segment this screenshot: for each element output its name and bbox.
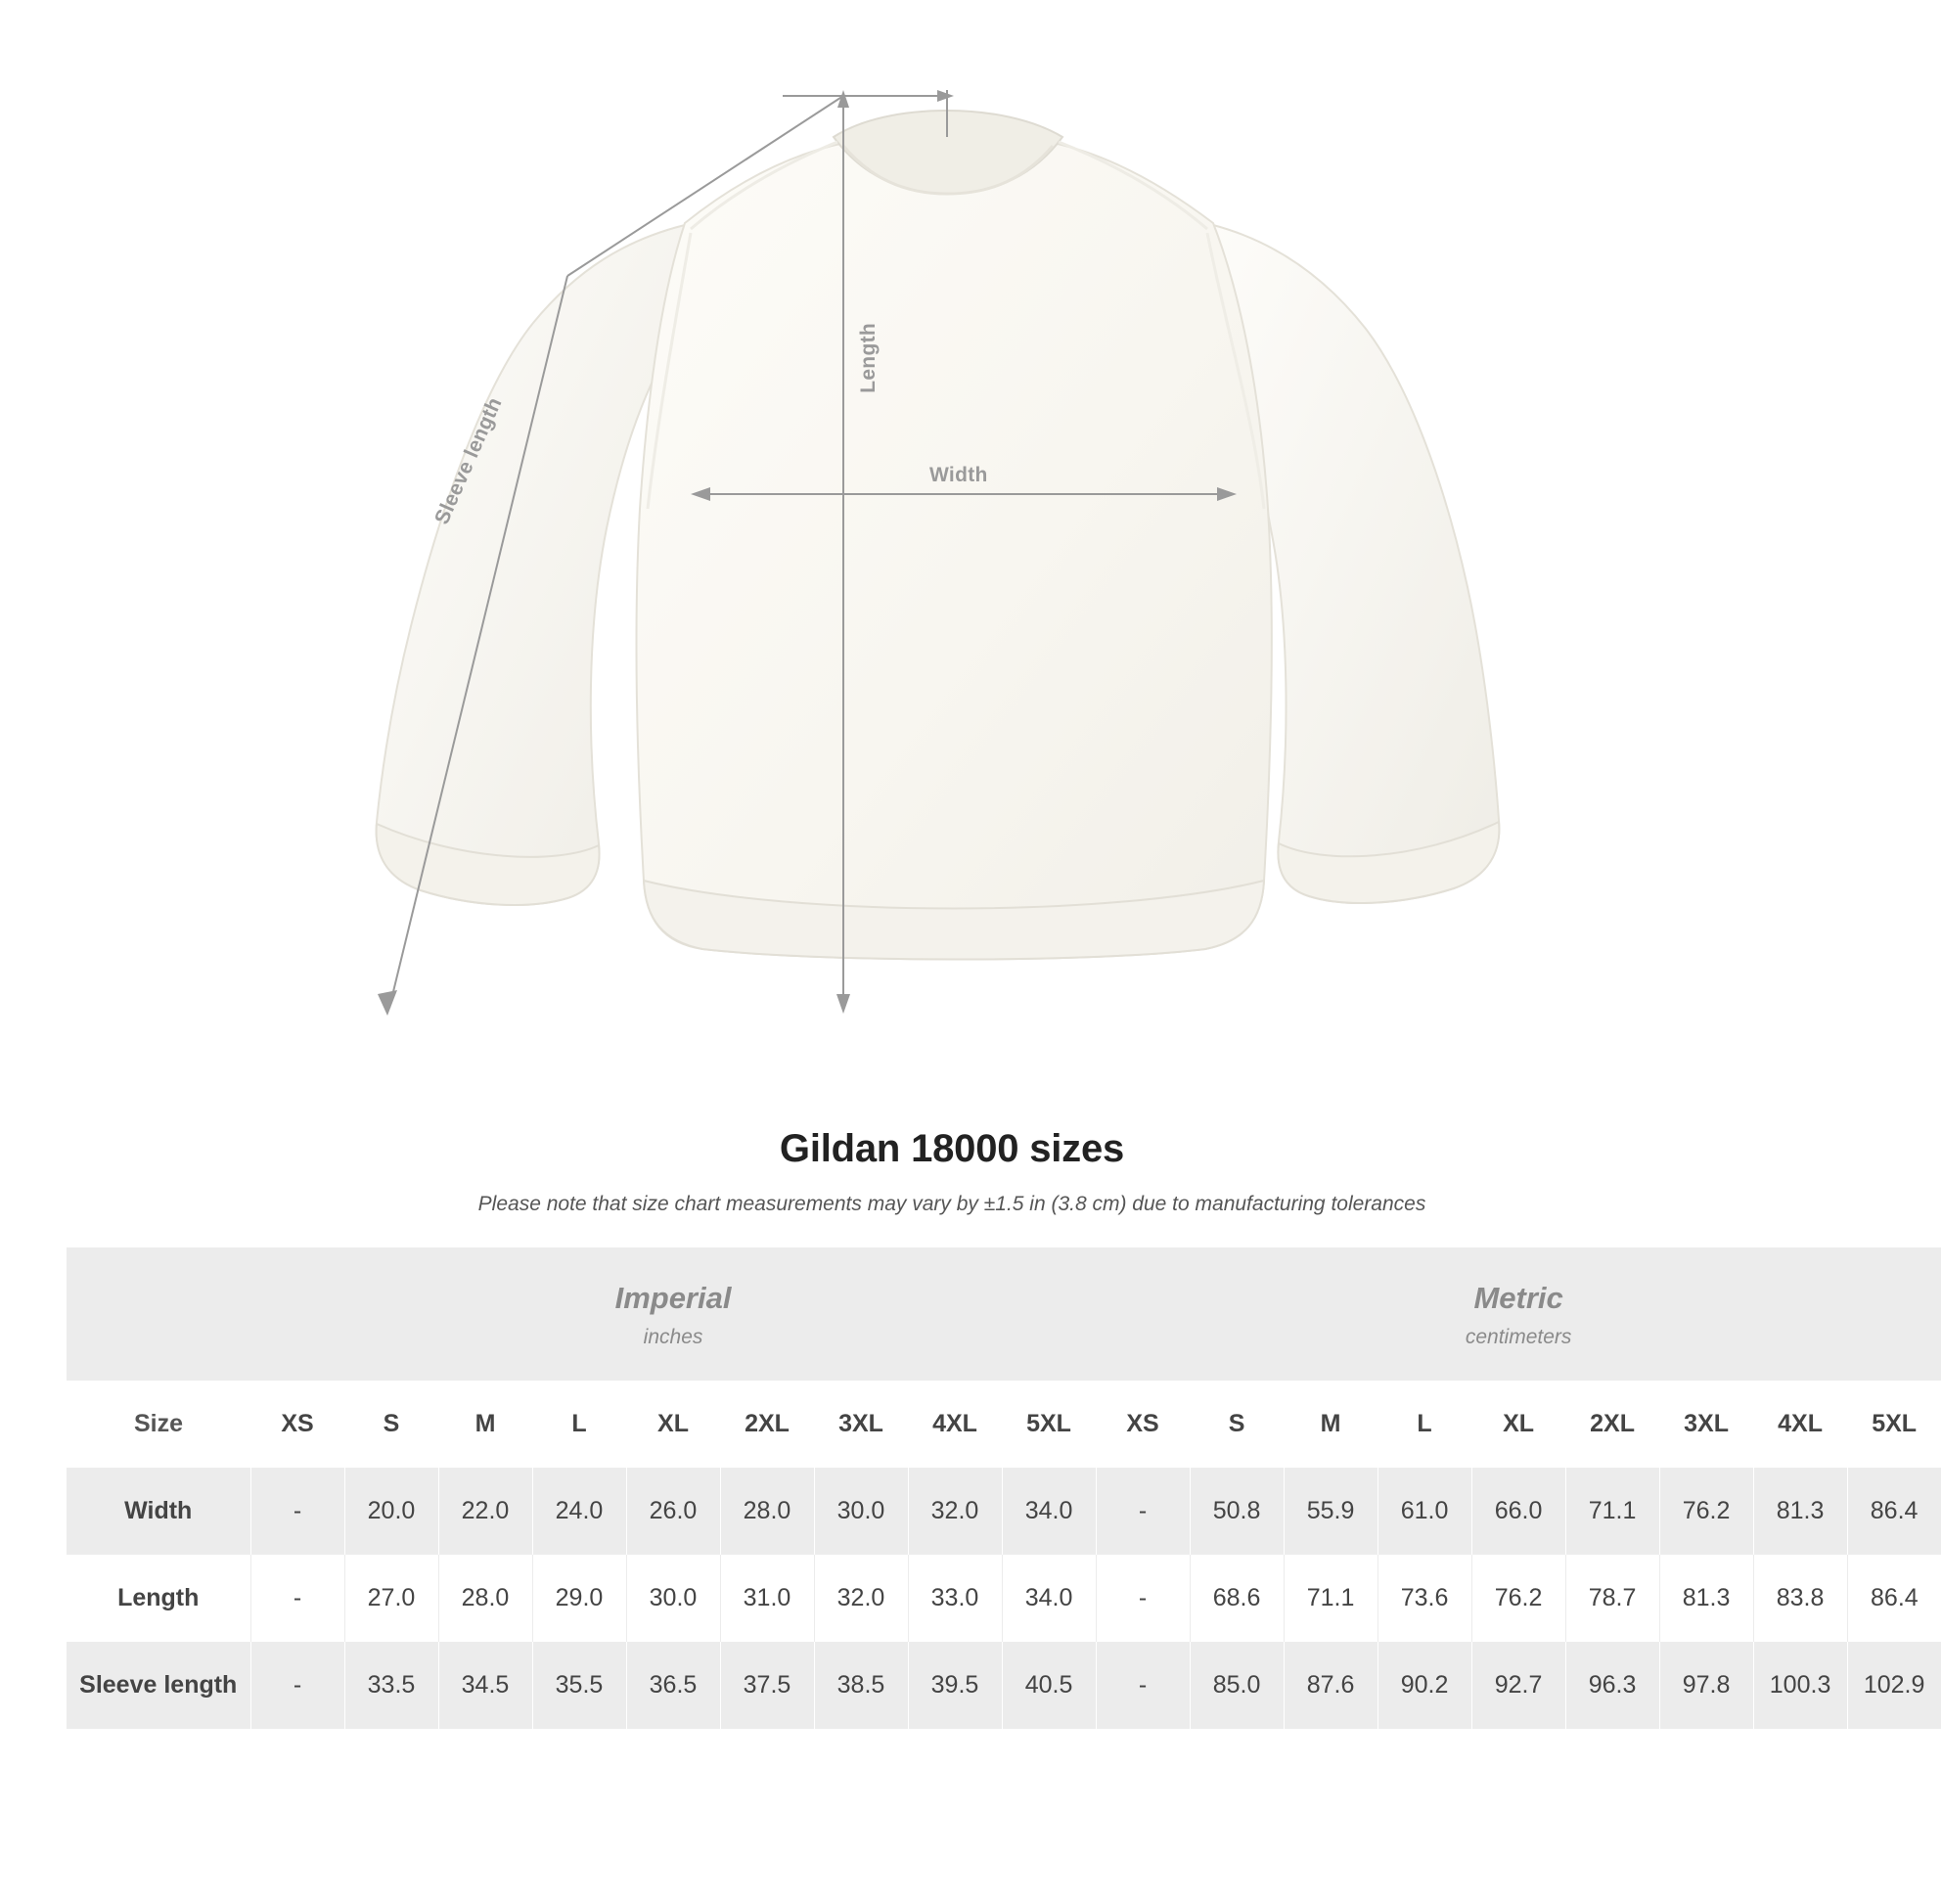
page-title: Gildan 18000 sizes <box>779 1127 1125 1170</box>
cell-sleeve-m-cm: 87.6 <box>1284 1642 1377 1729</box>
row-header-sleeve-length: Sleeve length <box>67 1642 250 1729</box>
unit-group-spacer <box>67 1247 250 1381</box>
sleeve-length-dimension-label: Sleeve length <box>430 393 507 528</box>
cell-length-s-in: 27.0 <box>344 1555 438 1642</box>
column-header-size-value: XS <box>1096 1381 1190 1468</box>
column-header-size: Size <box>67 1381 250 1468</box>
table-row <box>67 1642 1941 1729</box>
cell-sleeve-2xl-in: 37.5 <box>720 1642 814 1729</box>
cell-sleeve-l-cm: 90.2 <box>1377 1642 1471 1729</box>
cell-width-3xl-in: 30.0 <box>814 1468 908 1555</box>
cell-sleeve-4xl-in: 39.5 <box>908 1642 1002 1729</box>
length-dimension-label: Length <box>857 323 880 393</box>
column-header-size-value: XL <box>1471 1381 1565 1468</box>
unit-group-imperial <box>250 1247 1096 1381</box>
cell-length-m-in: 28.0 <box>438 1555 532 1642</box>
cell-width-5xl-cm: 86.4 <box>1847 1468 1941 1555</box>
table-row <box>67 1555 1941 1642</box>
size-chart-table <box>67 1247 1942 1729</box>
cell-width-l-cm: 61.0 <box>1377 1468 1471 1555</box>
column-header-size-value: L <box>532 1381 626 1468</box>
cell-length-3xl-in: 32.0 <box>814 1555 908 1642</box>
cell-sleeve-3xl-cm: 97.8 <box>1659 1642 1753 1729</box>
unit-group-row <box>67 1247 1941 1381</box>
unit-group-metric <box>1096 1247 1941 1381</box>
cell-width-2xl-cm: 71.1 <box>1565 1468 1659 1555</box>
cell-width-5xl-in: 34.0 <box>1002 1468 1096 1555</box>
cell-sleeve-s-in: 33.5 <box>344 1642 438 1729</box>
cell-sleeve-5xl-cm: 102.9 <box>1847 1642 1941 1729</box>
cell-length-xl-cm: 76.2 <box>1471 1555 1565 1642</box>
column-header-size-value: M <box>1284 1381 1377 1468</box>
width-dimension-label: Width <box>929 464 988 486</box>
column-header-size-value: 4XL <box>1753 1381 1847 1468</box>
cell-length-xs-cm: - <box>1096 1555 1190 1642</box>
row-header-width: Width <box>67 1468 250 1555</box>
cell-length-l-in: 29.0 <box>532 1555 626 1642</box>
cell-sleeve-m-in: 34.5 <box>438 1642 532 1729</box>
cell-sleeve-2xl-cm: 96.3 <box>1565 1642 1659 1729</box>
cell-width-s-in: 20.0 <box>344 1468 438 1555</box>
cell-sleeve-3xl-in: 38.5 <box>814 1642 908 1729</box>
cell-sleeve-xl-cm: 92.7 <box>1471 1642 1565 1729</box>
cell-length-3xl-cm: 81.3 <box>1659 1555 1753 1642</box>
cell-length-5xl-cm: 86.4 <box>1847 1555 1941 1642</box>
cell-sleeve-xs-cm: - <box>1096 1642 1190 1729</box>
cell-width-4xl-in: 32.0 <box>908 1468 1002 1555</box>
cell-length-4xl-in: 33.0 <box>908 1555 1002 1642</box>
cell-width-xs-in: - <box>250 1468 344 1555</box>
cell-length-5xl-in: 34.0 <box>1002 1555 1096 1642</box>
cell-sleeve-xl-in: 36.5 <box>626 1642 720 1729</box>
unit-group-metric-name: Metric <box>1473 1281 1563 1315</box>
cell-sleeve-l-in: 35.5 <box>532 1642 626 1729</box>
table-row <box>67 1468 1941 1555</box>
cell-length-s-cm: 68.6 <box>1190 1555 1284 1642</box>
column-header-size-value: 3XL <box>1659 1381 1753 1468</box>
column-header-size-value: XS <box>250 1381 344 1468</box>
cell-length-xl-in: 30.0 <box>626 1555 720 1642</box>
cell-sleeve-s-cm: 85.0 <box>1190 1642 1284 1729</box>
cell-width-xl-in: 26.0 <box>626 1468 720 1555</box>
cell-sleeve-5xl-in: 40.5 <box>1002 1642 1096 1729</box>
column-header-size-value: XL <box>626 1381 720 1468</box>
cell-length-2xl-in: 31.0 <box>720 1555 814 1642</box>
cell-width-3xl-cm: 76.2 <box>1659 1468 1753 1555</box>
column-header-size-value: 2XL <box>1565 1381 1659 1468</box>
cell-length-4xl-cm: 83.8 <box>1753 1555 1847 1642</box>
unit-group-imperial-sub: inches <box>643 1326 703 1348</box>
column-header-size-value: 3XL <box>814 1381 908 1468</box>
column-header-size-value: S <box>344 1381 438 1468</box>
cell-width-m-in: 22.0 <box>438 1468 532 1555</box>
unit-group-imperial-name: Imperial <box>614 1281 732 1315</box>
cell-width-s-cm: 50.8 <box>1190 1468 1284 1555</box>
unit-group-metric-sub: centimeters <box>1465 1326 1572 1348</box>
cell-length-2xl-cm: 78.7 <box>1565 1555 1659 1642</box>
column-header-size-value: 4XL <box>908 1381 1002 1468</box>
cell-width-xl-cm: 66.0 <box>1471 1468 1565 1555</box>
column-header-size-value: 5XL <box>1002 1381 1096 1468</box>
cell-sleeve-4xl-cm: 100.3 <box>1753 1642 1847 1729</box>
cell-width-xs-cm: - <box>1096 1468 1190 1555</box>
column-header-size-value: 5XL <box>1847 1381 1941 1468</box>
cell-width-2xl-in: 28.0 <box>720 1468 814 1555</box>
cell-length-m-cm: 71.1 <box>1284 1555 1377 1642</box>
column-header-size-value: S <box>1190 1381 1284 1468</box>
title-block <box>0 1127 1904 1216</box>
column-header-size-value: L <box>1377 1381 1471 1468</box>
cell-width-l-in: 24.0 <box>532 1468 626 1555</box>
row-header-length: Length <box>67 1555 250 1642</box>
tolerance-note: Please note that size chart measurements may vary by ±1.5 in (3.8 cm) due to manufacturing tolerances <box>477 1193 1426 1215</box>
table-header-row <box>67 1381 1941 1468</box>
size-chart-table-wrapper <box>67 1247 1925 1729</box>
cell-length-l-cm: 73.6 <box>1377 1555 1471 1642</box>
cell-length-xs-in: - <box>250 1555 344 1642</box>
cell-sleeve-xs-in: - <box>250 1642 344 1729</box>
column-header-size-value: 2XL <box>720 1381 814 1468</box>
column-header-size-value: M <box>438 1381 532 1468</box>
cell-width-m-cm: 55.9 <box>1284 1468 1377 1555</box>
cell-width-4xl-cm: 81.3 <box>1753 1468 1847 1555</box>
